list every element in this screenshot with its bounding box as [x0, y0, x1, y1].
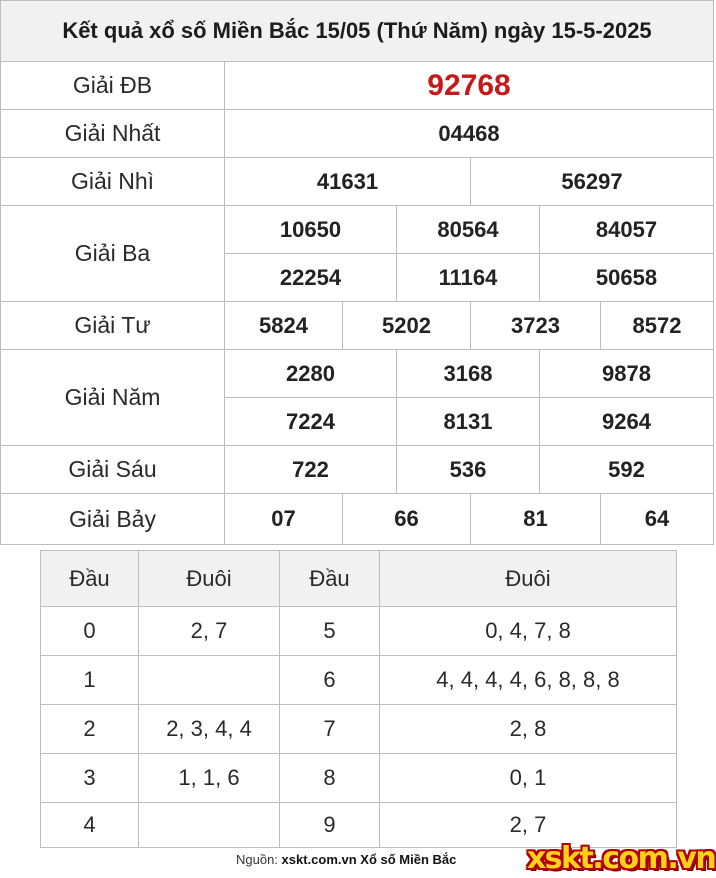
prize-number: 722: [292, 456, 329, 482]
prize-number: 80564: [396, 206, 539, 254]
duoi-cell: [138, 803, 279, 847]
column-header-duoi: Đuôi: [138, 551, 279, 606]
prize-number: 84057: [539, 206, 713, 254]
prize-row-ba: [1, 206, 713, 302]
prize-label-bay: Giải Bảy: [1, 494, 225, 544]
special-prize-number: 92768: [427, 68, 511, 102]
dau-cell: 3: [83, 765, 96, 790]
loto-table: [40, 550, 677, 848]
duoi-cell: 2, 7: [379, 803, 676, 847]
prize-number: 9264: [539, 398, 713, 446]
duoi-cell: 0, 4, 7, 8: [379, 607, 676, 655]
loto-header-row: [41, 551, 676, 607]
prize-number: 64: [600, 494, 713, 544]
prize-label-tu: Giải Tư: [1, 302, 225, 349]
prize-number: 592: [539, 446, 713, 493]
duoi-cell: 2, 3, 4, 4: [138, 705, 279, 753]
duoi-cell: 2, 7: [138, 607, 279, 655]
duoi-cell: 0, 1: [379, 754, 676, 802]
prize-number: 5824: [259, 312, 308, 338]
prize-number: 8572: [600, 302, 713, 349]
loto-row: [41, 754, 676, 803]
dau-cell: 6: [279, 656, 379, 704]
prize-number: 81: [470, 494, 600, 544]
prize-grid: [0, 62, 714, 545]
column-header-dau: Đầu: [69, 565, 110, 591]
dau-cell: 8: [279, 754, 379, 802]
prize-row-tu: [1, 302, 713, 350]
loto-row: [41, 656, 676, 705]
prize-number: 3723: [470, 302, 600, 349]
duoi-cell: 2, 8: [379, 705, 676, 753]
prize-number: 66: [342, 494, 470, 544]
prize-number: 8131: [396, 398, 539, 446]
prize-row-nam: [1, 350, 713, 446]
prize-number: 5202: [342, 302, 470, 349]
prize-number: 41631: [316, 168, 379, 194]
prize-number: 2280: [286, 361, 335, 386]
loto-row: [41, 607, 676, 656]
source-link[interactable]: xskt.com.vn Xổ số Miền Bắc: [281, 852, 457, 867]
dau-cell: 5: [279, 607, 379, 655]
duoi-cell: [138, 656, 279, 704]
prize-number: 50658: [539, 254, 713, 302]
source-prefix: Nguồn:: [236, 852, 278, 867]
prize-row-nhat: [1, 110, 713, 158]
prize-row-bay: [1, 494, 713, 544]
source-footer: [236, 852, 456, 867]
prize-number: 11164: [396, 254, 539, 302]
page-title: Kết quả xổ số Miền Bắc 15/05 (Thứ Năm) ngày 15-5-2025: [0, 0, 714, 62]
prize-row-nhi: [1, 158, 713, 206]
dau-cell: 2: [83, 716, 96, 741]
prize-label-nhi: Giải Nhì: [1, 158, 225, 205]
prize-label-db: Giải ĐB: [1, 62, 225, 109]
dau-cell: 0: [83, 618, 96, 643]
prize-number: 04468: [438, 120, 500, 146]
column-header-dau: Đầu: [279, 551, 379, 606]
prize-number: 56297: [470, 158, 713, 205]
prize-number: 3168: [396, 350, 539, 398]
brand-logo: xskt.com.vn: [526, 840, 716, 876]
duoi-cell: 1, 1, 6: [138, 754, 279, 802]
dau-cell: 4: [83, 812, 96, 837]
prize-row-db: [1, 62, 713, 110]
loto-row: [41, 705, 676, 754]
prize-number: 22254: [279, 265, 342, 290]
prize-label-ba: Giải Ba: [1, 206, 225, 301]
prize-label-sau: Giải Sáu: [1, 446, 225, 493]
dau-cell: 7: [279, 705, 379, 753]
duoi-cell: 4, 4, 4, 4, 6, 8, 8, 8: [379, 656, 676, 704]
dau-cell: 9: [279, 803, 379, 847]
column-header-duoi: Đuôi: [379, 551, 676, 606]
dau-cell: 1: [83, 667, 96, 692]
prize-number: 10650: [279, 217, 342, 242]
prize-number: 9878: [539, 350, 713, 398]
prize-label-nhat: Giải Nhất: [1, 110, 225, 157]
prize-number: 07: [271, 506, 296, 531]
prize-row-sau: [1, 446, 713, 494]
prize-number: 7224: [286, 409, 335, 434]
prize-label-nam: Giải Năm: [1, 350, 225, 445]
prize-number: 536: [396, 446, 539, 493]
